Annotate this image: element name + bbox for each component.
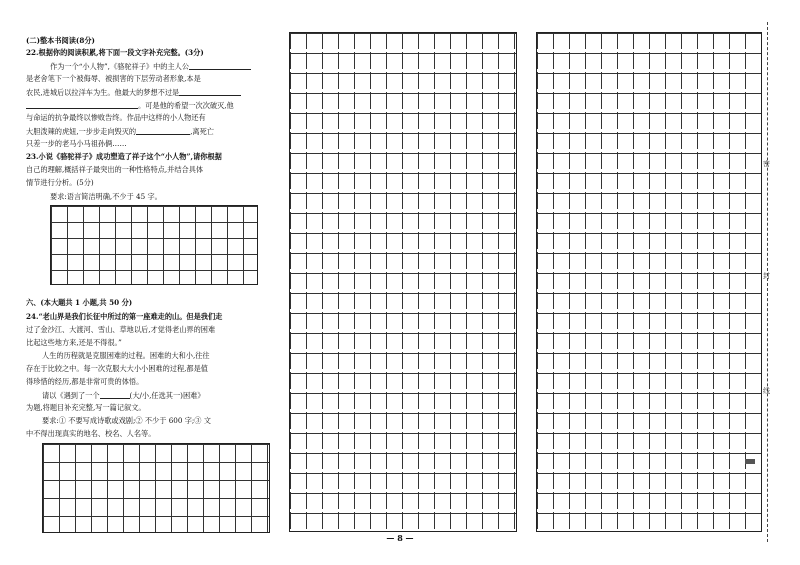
essay-grid-left[interactable] [42,443,270,533]
q22-line3: 农民,进城后以拉洋车为生。他最大的梦想不过是 [26,87,241,98]
q23-stem-2: 自己的理解,概括祥子最突出的一种性格特点,并结合具体 [26,165,204,174]
q24-p2a: 人生的历程就是克服困难的过程。困难的大和小,往往 [42,351,210,360]
question-column [22,0,277,565]
answer-blank[interactable] [189,61,251,70]
q24-p1b: 过了金沙江、大渡河、雪山、草地以后,才觉得老山界的困难 [26,325,216,334]
q22-line6: 大胆泼辣的虎妞,一步步走向毁灭的 ,离死亡 [26,127,214,136]
title-blank[interactable] [100,390,130,399]
seal-line [767,22,768,542]
q24-p4a: 要求:① 不要写成诗歌或戏剧;② 不少于 600 字;③ 文 [42,416,211,425]
section-heading-6: 六、(本大题共 1 小题,共 50 分) [26,298,133,307]
q23-stem-3: 情节进行分析。(5分) [26,178,94,187]
q24-p4b: 中不得出现真实的地名、校名、人名等。 [26,429,156,438]
seal-label-2: 封 [763,272,770,280]
q23-answer-grid[interactable] [50,205,258,285]
q22-stem: 22.根据你的阅读积累,将下面一段文字补充完整。(3分) [26,48,204,57]
q24-p3a: 请以《遇到了一个 (大/小,任选其一)困难》 [42,391,205,400]
page-number: — 8 — [386,533,414,543]
answer-blank[interactable] [179,87,241,96]
q24-p1c: 比起这些地方来,还是不得很。” [26,338,122,347]
q24-p2b: 存在于比较之中。每一次克服大大小小困难的过程,都是值 [26,364,208,373]
seal-label-1: 密 [763,160,770,168]
answer-blank[interactable] [136,126,190,135]
q24-p1a: 24.“老山界是我们长征中所过的第一座难走的山。但是我们走 [26,312,223,321]
section-heading-2: (二)整本书阅读(8分) [26,36,95,45]
q23-stem-1: 23.小说《骆驼祥子》成功塑造了祥子这个“小人物”,请你根据 [26,152,222,161]
q22-line1: 作为一个“小人物”,《骆驼祥子》中的主人公 [50,61,251,72]
q24-p3c: 为题,将题目补充完整,写一篇记叙文。 [26,403,146,412]
seal-label-3: 线 [763,387,770,395]
q22-line5: 与命运的抗争最终以惨败告终。作品中这样的小人物还有 [26,113,206,122]
q22-line4: 。可是他的希望一次次破灭,他 [26,100,234,111]
q22-line2: 是老舍笔下一个被侮辱、被损害的下层劳动者形象,本是 [26,74,201,83]
essay-grid-right[interactable] [536,32,762,532]
q24-p2c: 得珍惜的经历,都是非常可贵的体悟。 [26,377,144,386]
word-count-mark [745,459,755,464]
q23-requirement: 要求:语言简洁明确,不少于 45 字。 [50,192,162,201]
answer-blank[interactable] [26,100,138,109]
essay-grid-middle[interactable] [289,32,517,532]
q22-line7: 只差一步的老马小马祖孙俩…… [26,139,127,148]
